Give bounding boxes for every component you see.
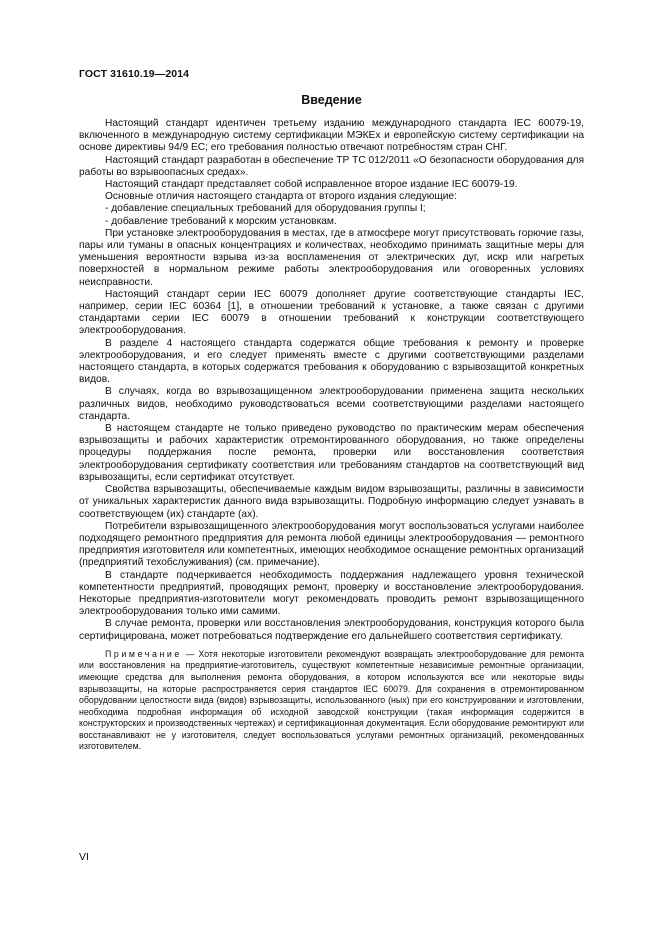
- note-label: Примечание: [105, 648, 182, 659]
- note: [79, 649, 584, 753]
- paragraph: В случае ремонта, проверки или восстановления электрооборудования, конструкция которого была сертифицирована, может потребоваться подтверждение его дальнейшего соответствия сертификату.: [79, 618, 584, 642]
- page-title: Введение: [301, 93, 362, 107]
- paragraph: В случаях, когда во взрывозащищенном электрооборудовании применена защита нескольких различных видов, необходимо руководствоваться всеми соответствующими разделами настоящего стандарта.: [79, 386, 584, 422]
- paragraph: В разделе 4 настоящего стандарта содержатся общие требования к ремонту и проверке электрооборудования, и его следует применять вместе с другими соответствующими разделами настоящего стандарта, в которых содержатся требования к оборудованию с взрывозащитой конкретных видов.: [79, 337, 584, 386]
- page-number: VI: [79, 851, 89, 863]
- paragraph: Настоящий стандарт идентичен третьему изданию международного стандарта IEC 60079-19, включенного в международную систему сертификации МЭКЕх и европейскую систему сертификации на основе директивы 94/9 ЕС; его требования полностью отвечают потребностям стран СНГ.: [79, 118, 584, 154]
- paragraph: Настоящий стандарт представляет собой исправленное второе издание IEC 60079-19.: [105, 179, 518, 191]
- paragraph: Настоящий стандарт серии IEC 60079 дополняет другие соответствующие стандарты IEC, например, серии IEC 60364 [1], в отношении требований к установке, а также связан с другими стандартами серии IEC 60079 в отношении требований к конструкции соответствующего электрооборудования.: [79, 288, 584, 337]
- paragraph: Потребители взрывозащищенного электрооборудования могут воспользоваться услугами наиболее подходящего ремонтного предприятия для ремонта любой единицы электрооборудования — ремонтного предприятия изготовителя или компетентных, имеющих необходимое оснащение ремонтных организаций (предприятий техобслуживания) (см. примечание).: [79, 520, 584, 569]
- paragraph: Настоящий стандарт разработан в обеспечение ТР ТС 012/2011 «О безопасности оборудования для работы во взрывоопасных средах».: [79, 154, 584, 178]
- document-header: ГОСТ 31610.19—2014: [79, 68, 190, 80]
- list-item: - добавление специальных требований для оборудования группы I;: [105, 203, 426, 215]
- document-body: [79, 118, 584, 753]
- paragraph: В настоящем стандарте не только приведено руководство по практическим мерам обеспечения взрывозащиты и рабочих характеристик отремонтированного оборудования, но также определены процедуры поддержания после ремонта, проверки или восстановления соответствия электрооборудования сертификату соответствия или требованиям стандартов на соответствующий вид взрывозащиты, если сертификат отсутствует.: [79, 423, 584, 483]
- note-text: — Хотя некоторые изготовители рекомендуют возвращать электрооборудование для ремонта или восстановления на предприятие-изготовитель, существуют компетентные независимые ремонтные организации, имеющие средства для выполнения ремонта оборудования, в котором используются все или некоторые виды взрывозащиты, на которые распространяется серия стандартов IEC 60079. Для сохранения в отремонтированном оборудовании целостности вида (видов) взрывозащиты, использованного (ных) при его конструировании и изготовлении, необходима подробная информация об исходной заводской конструкции (такая информация содержится в конструкторских и производственных чертежах) и сертификационная документация. Если оборудование ремонтируют или восстанавливают не у изготовителя, следует воспользоваться услугами ремонтных организаций, рекомендованных изготовителем.: [79, 648, 584, 752]
- paragraph: При установке электрооборудования в местах, где в атмосфере могут присутствовать горючие газы, пары или туманы в опасных концентрациях и количествах, необходимо принимать защитные меры для уменьшения вероятности взрыва из-за воспламенения от электрических дуг, искр или нагретых поверхностей в нормальном режиме работы электрооборудования или оговоренных условиях неисправности.: [79, 227, 584, 288]
- paragraph: Основные отличия настоящего стандарта от второго издания следующие:: [105, 191, 457, 203]
- paragraph: В стандарте подчеркивается необходимость поддержания надлежащего уровня технической компетентности предприятий, проводящих ремонт, проверку и восстановление электрооборудования. Некоторые предприятия-изготовители могут рекомендовать проводить ремонт взрывозащищенного электрооборудования только ими самими.: [79, 569, 584, 618]
- list-item: - добавление требований к морским установкам.: [105, 215, 337, 227]
- paragraph: Свойства взрывозащиты, обеспечиваемые каждым видом взрывозащиты, различны в зависимости от уникальных характеристик данного вида взрывозащиты. Подробную информацию следует узнавать в соответствующем (их) стандарте (ах).: [79, 484, 584, 520]
